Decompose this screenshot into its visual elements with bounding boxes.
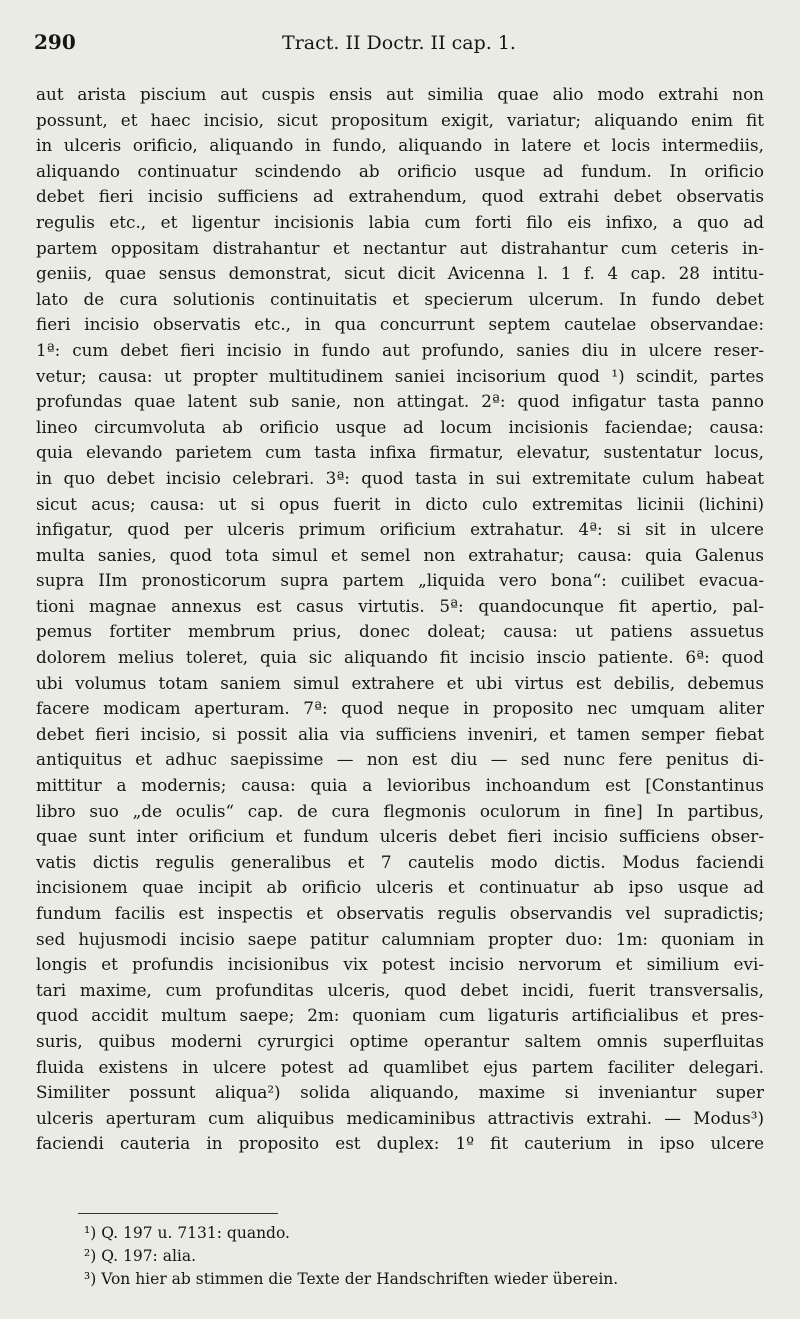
text-line: antiquitus et adhuc saepissime — non est diu — sed nunc fere penitus di-: [36, 749, 764, 770]
text-line: infigatur, quod per ulceris primum orificium extrahatur. 4ª: si sit in ulcere: [36, 519, 764, 540]
text-line: in quo debet incisio celebrari. 3ª: quod tasta in sui extremitate culum habeat: [36, 467, 764, 488]
page-number: 290: [34, 30, 76, 54]
text-line: dolorem melius toleret, quia sic aliquando fit incisio inscio patiente. 6ª: quod: [36, 647, 764, 668]
text-line: debet fieri incisio, si possit alia via sufficiens inveniri, et tamen semper fiebat: [36, 723, 764, 744]
text-line: faciendi cauteria in proposito est duplex: 1º fit cauterium in ipso ulcere: [36, 1133, 764, 1154]
text-line: regulis etc., et ligentur incisionis labia cum forti filo eis infixo, a quo ad: [36, 211, 764, 232]
text-line: fieri incisio observatis etc., in qua concurrunt septem cautelae observandae:: [36, 314, 764, 335]
text-line: mittitur a modernis; causa: quia a levioribus inchoandum est [Constantinus: [36, 775, 764, 796]
text-line: in ulceris orificio, aliquando in fundo, aliquando in latere et locis intermediis,: [36, 135, 764, 156]
text-line: vetur; causa: ut propter multitudinem saniei incisorium quod ¹) scindit, partes: [36, 365, 764, 386]
footnote: ³) Von hier ab stimmen die Texte der Handschriften wieder überein.: [84, 1270, 619, 1288]
body-text: [36, 82, 764, 1157]
text-line: 1ª: cum debet fieri incisio in fundo aut profundo, sanies diu in ulcere reser-: [36, 339, 764, 360]
text-line: multa sanies, quod tota simul et semel non extrahatur; causa: quia Galenus: [36, 544, 764, 565]
text-line: profundas quae latent sub sanie, non attingat. 2ª: quod infigatur tasta panno: [36, 391, 764, 412]
text-line: suris, quibus moderni cyrurgici optime operantur saltem omnis superfluitas: [36, 1030, 764, 1051]
text-line: tioni magnae annexus est casus virtutis. 5ª: quandocunque fit apertio, pal-: [36, 595, 764, 616]
text-line: supra IIm pronosticorum supra partem „liquida vero bona“: cuilibet evacua-: [36, 570, 764, 591]
page-header: [34, 30, 764, 64]
text-line: Similiter possunt aliqua²) solida aliquando, maxime si inveniantur super: [36, 1082, 764, 1103]
text-line: longis et profundis incisionibus vix potest incisio nervorum et similium evi-: [36, 954, 764, 975]
text-line: fundum facilis est inspectis et observatis regulis observandis vel supradictis;: [36, 903, 764, 923]
footnote-rule: [78, 1213, 278, 1214]
text-line: lato de cura solutionis continuitatis et specierum ulcerum. In fundo debet: [36, 288, 764, 309]
footnote: ¹) Q. 197 u. 7131: quando.: [84, 1224, 290, 1242]
text-line: sed hujusmodi incisio saepe patitur calumniam propter duo: 1m: quoniam in: [36, 928, 764, 949]
text-line: quae sunt inter orificium et fundum ulceris debet fieri incisio sufficiens obser-: [36, 826, 764, 847]
running-title: Tract. II Doctr. II cap. 1.: [282, 32, 516, 54]
text-line: quia elevando parietem cum tasta infixa firmatur, elevatur, sustentatur locus,: [36, 442, 764, 463]
text-line: facere modicam aperturam. 7ª: quod neque in proposito nec umquam aliter: [36, 698, 764, 719]
footnotes: [84, 1222, 764, 1291]
text-line: ulceris aperturam cum aliquibus medicaminibus attractivis extrahi. — Modus³): [36, 1107, 764, 1128]
text-line: libro suo „de oculis“ cap. de cura flegmonis oculorum in fine] In partibus,: [36, 800, 764, 821]
text-line: incisionem quae incipit ab orificio ulceris et continuatur ab ipso usque ad: [36, 877, 764, 898]
text-line: quod accidit multum saepe; 2m: quoniam cum ligaturis artificialibus et pres-: [36, 1005, 764, 1026]
text-line: pemus fortiter membrum prius, donec doleat; causa: ut patiens assuetus: [36, 621, 764, 642]
text-line: aut arista piscium aut cuspis ensis aut similia quae alio modo extrahi non: [36, 84, 764, 104]
text-line: fluida existens in ulcere potest ad quamlibet ejus partem faciliter delegari.: [36, 1056, 764, 1077]
text-line: geniis, quae sensus demonstrat, sicut dicit Avicenna l. 1 f. 4 cap. 28 intitu-: [36, 263, 764, 284]
text-line: sicut acus; causa: ut si opus fuerit in dicto culo extremitas licinii (lichini): [36, 493, 764, 514]
text-line: partem oppositam distrahantur et nectantur aut distrahantur cum ceteris in-: [36, 237, 764, 258]
text-line: debet fieri incisio sufficiens ad extrahendum, quod extrahi debet observatis: [36, 186, 764, 207]
text-line: vatis dictis regulis generalibus et 7 cautelis modo dictis. Modus faciendi: [36, 851, 764, 872]
text-line: lineo circumvoluta ab orificio usque ad locum incisionis faciendae; causa:: [36, 416, 764, 437]
text-line: aliquando continuatur scindendo ab orificio usque ad fundum. In orificio: [36, 160, 764, 181]
text-line: ubi volumus totam saniem simul extrahere et ubi virtus est debilis, debemus: [36, 672, 764, 693]
text-line: tari maxime, cum profunditas ulceris, quod debet incidi, fuerit transversalis,: [36, 979, 764, 1000]
footnote: ²) Q. 197: alia.: [84, 1247, 197, 1265]
text-line: possunt, et haec incisio, sicut propositum exigit, variatur; aliquando enim fit: [36, 109, 764, 130]
